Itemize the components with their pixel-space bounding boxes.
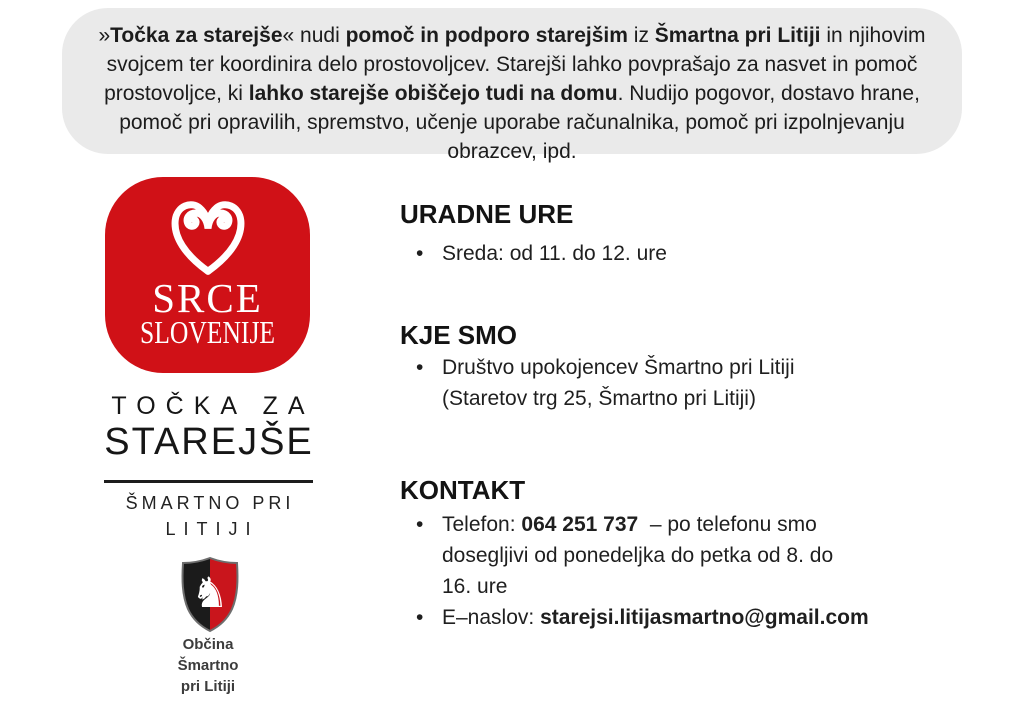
text-segment: 16. ure bbox=[442, 575, 508, 598]
text-line bbox=[62, 50, 962, 79]
heart-spiral-icon bbox=[167, 197, 249, 275]
brand-subtitle-line1: ŠMARTNO PRI bbox=[125, 493, 295, 513]
text-segment: lahko starejše obiščejo tudi na domu bbox=[248, 82, 618, 105]
text-line bbox=[62, 21, 962, 50]
text-line bbox=[442, 509, 980, 540]
bullet-icon: • bbox=[416, 606, 424, 629]
text-segment: dosegljivi od ponedeljka do petka od 8. do bbox=[442, 544, 834, 567]
text-line bbox=[442, 383, 980, 414]
text-line bbox=[442, 540, 980, 571]
text-segment: prostovoljce, ki bbox=[104, 82, 249, 105]
office-hours-list bbox=[400, 238, 980, 269]
brand-title-line2: STAREJŠE bbox=[104, 421, 314, 463]
brand-subtitle-line2: LITIJI bbox=[165, 519, 259, 539]
text-line bbox=[442, 238, 980, 269]
list-item bbox=[400, 602, 980, 633]
section-heading-contact: KONTAKT bbox=[400, 475, 526, 505]
section-heading-location: KJE SMO bbox=[400, 320, 518, 350]
text-segment: iz bbox=[627, 24, 655, 47]
text-segment: E–naslov: bbox=[442, 606, 541, 629]
text-segment: starejsi.litijasmartno@gmail.com bbox=[540, 606, 869, 629]
list-item bbox=[400, 238, 980, 269]
text-segment: Telefon: bbox=[442, 513, 522, 536]
text-segment: Šmartna pri Litiji bbox=[654, 24, 821, 47]
list-item bbox=[400, 352, 980, 414]
text-segment: 064 251 737 bbox=[521, 513, 639, 536]
logo-name: SRCE bbox=[152, 275, 263, 321]
text-segment: svojcem ter koordinira delo prostovoljcev. Starejši lahko povprašajo za nasvet in pomoč bbox=[106, 53, 918, 76]
text-line bbox=[442, 602, 980, 633]
text-line bbox=[62, 108, 962, 137]
brand-title-line1: TOČKA ZA bbox=[111, 392, 315, 420]
location-list bbox=[400, 352, 980, 414]
bullet-icon: • bbox=[416, 242, 424, 265]
municipality-name bbox=[140, 634, 276, 697]
brand-divider bbox=[104, 480, 313, 483]
list-item-text bbox=[442, 602, 980, 633]
text-line bbox=[62, 79, 962, 108]
contact-list bbox=[400, 509, 980, 633]
text-segment: » bbox=[98, 24, 111, 47]
text-line bbox=[442, 352, 980, 383]
text-segment: . Nudijo pogovor, dostavo hrane, bbox=[617, 82, 920, 105]
list-item-text bbox=[442, 352, 980, 414]
text-segment: Sreda: od 11. do 12. ure bbox=[442, 242, 667, 265]
text-segment: obrazcev, ipd. bbox=[447, 140, 577, 163]
text-segment: Občina bbox=[182, 636, 234, 653]
text-line bbox=[442, 571, 980, 602]
text-line bbox=[62, 137, 962, 166]
text-segment: Šmartno bbox=[177, 657, 239, 674]
section-heading-office-hours: URADNE URE bbox=[400, 199, 574, 229]
text-line bbox=[140, 655, 276, 676]
text-segment: – po telefonu smo bbox=[638, 513, 817, 536]
logo-subname: SLOVENIJE bbox=[139, 314, 276, 350]
smartno-coat-of-arms-icon bbox=[176, 555, 244, 634]
text-segment: in njihovim bbox=[820, 24, 926, 47]
text-segment: pomoč in podporo starejšim bbox=[345, 24, 628, 47]
svg-text:♞: ♞ bbox=[191, 568, 229, 617]
bullet-icon: • bbox=[416, 356, 424, 379]
list-item bbox=[400, 509, 980, 602]
srce-slovenije-logo bbox=[105, 177, 310, 373]
text-segment: Točka za starejše bbox=[110, 24, 283, 47]
text-line bbox=[140, 676, 276, 697]
list-item-text bbox=[442, 238, 980, 269]
list-item-text bbox=[442, 509, 980, 602]
text-line bbox=[140, 634, 276, 655]
text-segment: pomoč pri opravilih, spremstvo, učenje uporabe računalnika, pomoč pri izpolnjevanju bbox=[119, 111, 905, 134]
text-segment: pri Litiji bbox=[180, 678, 236, 695]
text-segment: (Staretov trg 25, Šmartno pri Litiji) bbox=[442, 387, 756, 410]
text-segment: Društvo upokojencev Šmartno pri Litiji bbox=[442, 356, 795, 379]
text-segment: « nudi bbox=[282, 24, 346, 47]
intro-text-block bbox=[62, 8, 962, 163]
bullet-icon: • bbox=[416, 513, 424, 536]
